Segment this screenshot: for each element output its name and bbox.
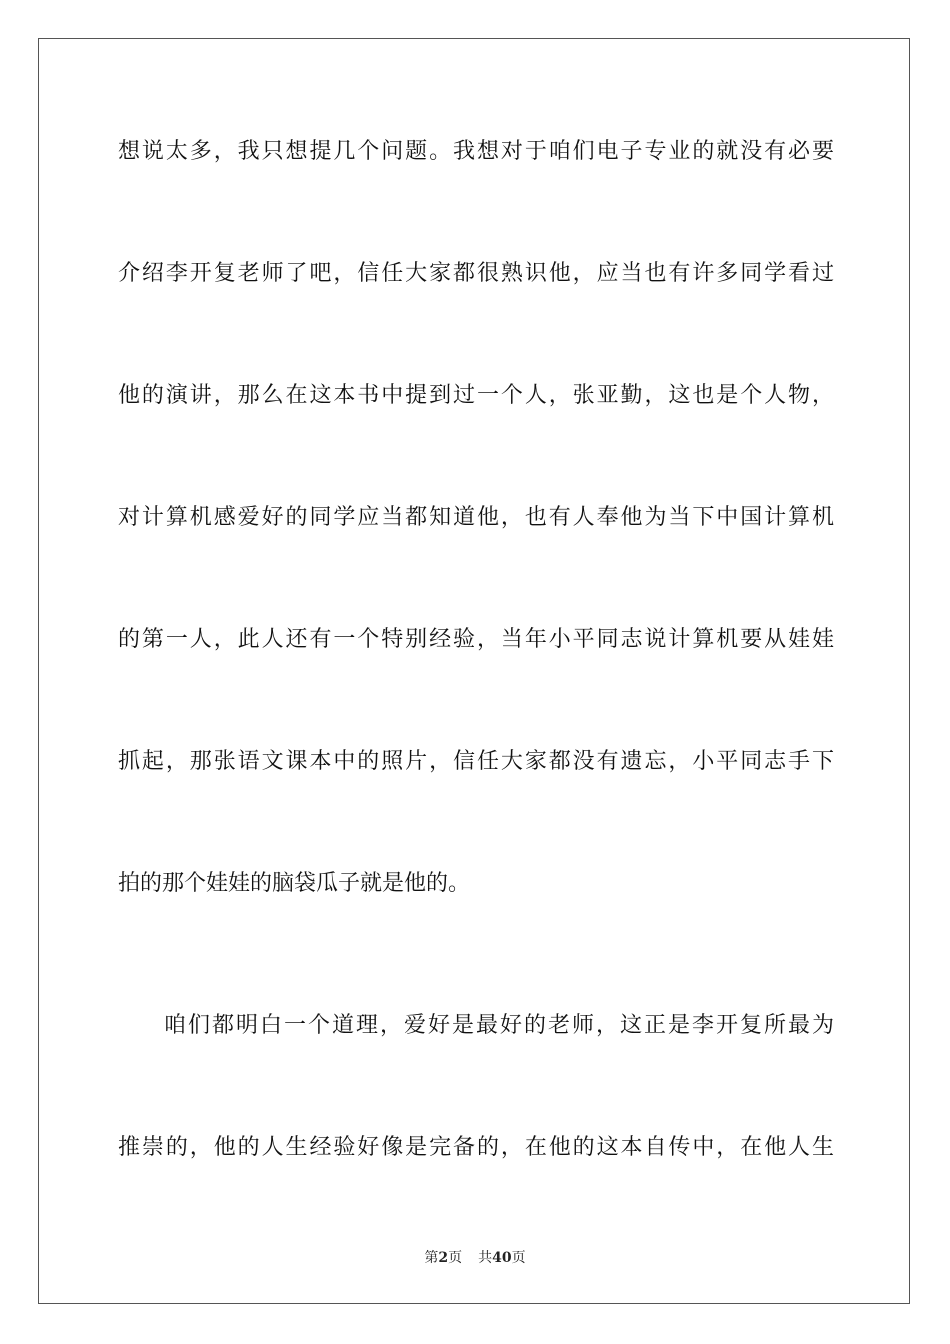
page-border (38, 38, 910, 1304)
text-line-9: 推崇的，他的人生经验好像是完备的，在他的这本自传中，在他人生 (118, 1135, 834, 1160)
text-line-1: 想说太多，我只想提几个问题。我想对于咱们电子专业的就没有必要 (118, 139, 834, 164)
page-number: 2 (438, 1250, 449, 1266)
text-line-2: 介绍李开复老师了吧，信任大家都很熟识他，应当也有许多同学看过 (118, 261, 834, 286)
page-suffix: 页 (448, 1250, 463, 1266)
text-line-5: 的第一人，此人还有一个特别经验，当年小平同志说计算机要从娃娃 (118, 627, 834, 652)
total-pages: 40 (492, 1250, 512, 1266)
text-line-3: 他的演讲，那么在这本书中提到过一个人，张亚勤，这也是个人物， (118, 383, 834, 408)
page-footer (0, 1248, 950, 1268)
page-prefix: 第 (424, 1250, 439, 1266)
text-line-6: 抓起，那张语文课本中的照片，信任大家都没有遗忘，小平同志手下 (118, 749, 834, 774)
total-prefix: 共 (478, 1250, 493, 1266)
text-line-8: 咱们都明白一个道理，爱好是最好的老师，这正是李开复所最为 (164, 1013, 834, 1038)
total-suffix: 页 (511, 1250, 526, 1266)
text-line-7: 拍的那个娃娃的脑袋瓜子就是他的。 (118, 871, 471, 896)
text-line-4: 对计算机感爱好的同学应当都知道他，也有人奉他为当下中国计算机 (118, 505, 834, 530)
